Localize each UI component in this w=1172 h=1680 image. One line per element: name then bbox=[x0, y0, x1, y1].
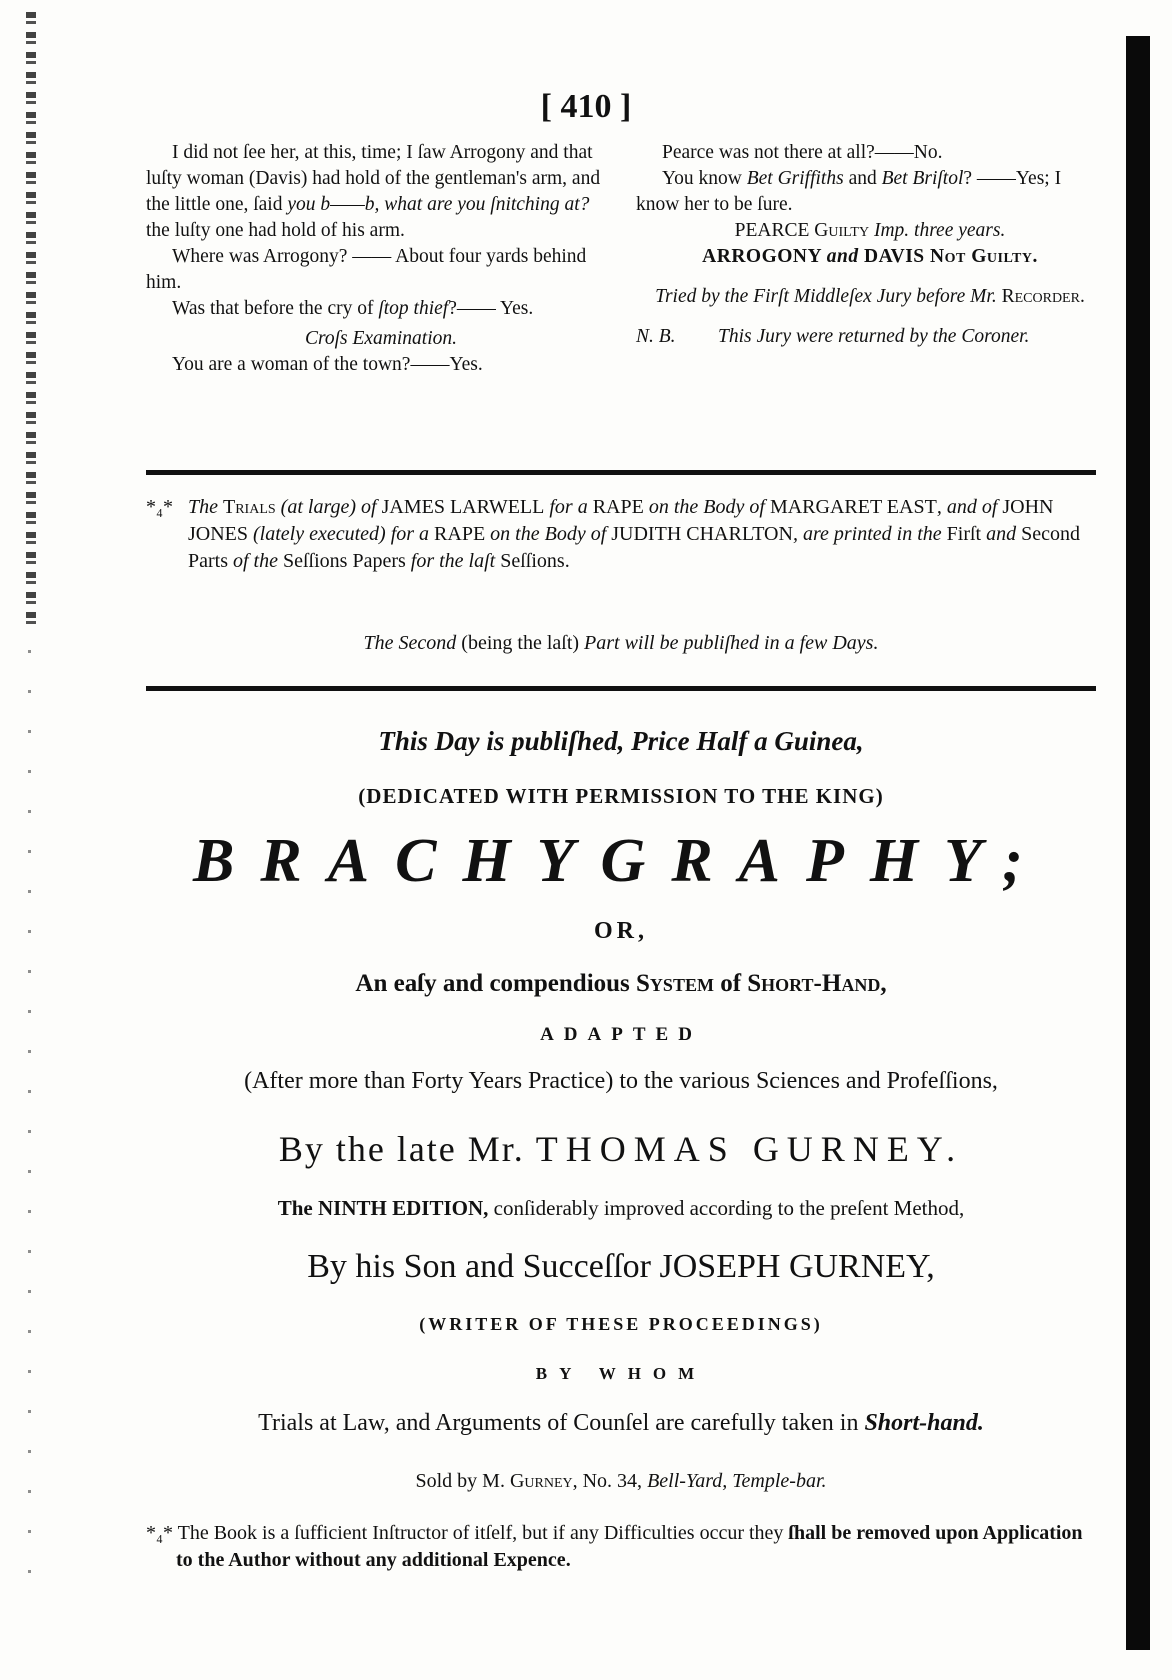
trials-notice: *₄* The Trials (at large) of JAMES LARWELL for a RAPE on the Body of MARGARET EAST, and of JOHN JONES (lately executed) for a RAPE on the Body of JUDITH CHARLTON, are printed in the Firſt and Second Parts of the Seſſions Papers for the laſt Seſſions. bbox=[146, 496, 1080, 572]
scan-edge-left-marks bbox=[28, 650, 31, 1600]
ad-edition-line: The NINTH EDITION, conſiderably improved according to the preſent Method, bbox=[277, 1196, 965, 1220]
ad-or: OR, bbox=[594, 918, 648, 944]
ad-book-title: BRACHYGRAPHY; bbox=[193, 827, 1049, 895]
ad-dedication: (DEDICATED WITH PERMISSION TO THE KING) bbox=[358, 784, 884, 808]
left-column bbox=[146, 140, 616, 378]
testimony-paragraph: I did not ſee her, at this, time; I ſaw Arrogony and that luſty woman (Davis) had hold of the gentleman's arm, and the little one, ſaid you b——b, what are you ſnitching at? the luſty one had hold of his arm. bbox=[146, 142, 601, 241]
nota-bene: N. B. This Jury were returned by the Coroner. bbox=[636, 326, 1030, 347]
ad-sold-by-line: Sold by M. Gurney, No. 34, Bell-Yard, Temple-bar. bbox=[415, 1470, 827, 1492]
verdict-arrogony-davis: ARROGONY and DAVIS Not Guilty. bbox=[702, 246, 1038, 267]
ad-successor-line: By his Son and Succeſſor JOSEPH GURNEY, bbox=[307, 1248, 935, 1285]
right-column bbox=[636, 140, 1104, 350]
tried-by-jury: Tried by the Firſt Middleſex Jury before Mr. Recorder. bbox=[655, 286, 1085, 307]
verdict-pearce: PEARCE Guilty Imp. three years. bbox=[734, 220, 1006, 241]
question-pearce: Pearce was not there at all?——No. bbox=[662, 142, 943, 163]
question-stop-thief: Was that before the cry of ſtop thief?—— Yes. bbox=[172, 298, 534, 319]
ad-after-line: (After more than Forty Years Practice) to the various Sciences and Profeſſions, bbox=[244, 1068, 998, 1094]
page-number: [ 410 ] bbox=[540, 88, 632, 125]
divider-rule-bottom bbox=[146, 686, 1096, 691]
ad-adapted: ADAPTED bbox=[540, 1024, 702, 1045]
ad-trials-line: Trials at Law, and Arguments of Counſel are carefully taken in Short-hand. bbox=[258, 1410, 984, 1436]
question-arrogony: Where was Arrogony? —— About four yards behind him. bbox=[146, 246, 587, 293]
ad-writer-line: (WRITER OF THESE PROCEEDINGS) bbox=[419, 1314, 823, 1334]
ad-system-line: An eaſy and compendious System of Short-Hand, bbox=[355, 970, 887, 997]
divider-rule-top bbox=[146, 470, 1096, 475]
cross-examination-heading: Croſs Examination. bbox=[304, 328, 458, 349]
ad-author-line: By the late Mr. THOMAS GURNEY. bbox=[278, 1129, 964, 1169]
ad-footnote: *₄* The Book is a ſufficient Inſtructor of itſelf, but if any Difficulties occur they ſhall be removed upon Application to the Author without any additional Expence. bbox=[146, 1522, 1083, 1571]
ad-published-line: This Day is publiſhed, Price Half a Guinea, bbox=[378, 726, 864, 756]
second-part-notice: The Second (being the laſt) Part will be publiſhed in a few Days. bbox=[363, 632, 879, 654]
question-woman-of-town: You are a woman of the town?——Yes. bbox=[172, 354, 483, 375]
scan-edge-right bbox=[1126, 36, 1150, 1650]
question-bet-griffiths: You know Bet Griffiths and Bet Briſtol? ——Yes; I know her to be ſure. bbox=[636, 168, 1062, 215]
ad-by-whom: BY WHOM bbox=[535, 1364, 707, 1383]
